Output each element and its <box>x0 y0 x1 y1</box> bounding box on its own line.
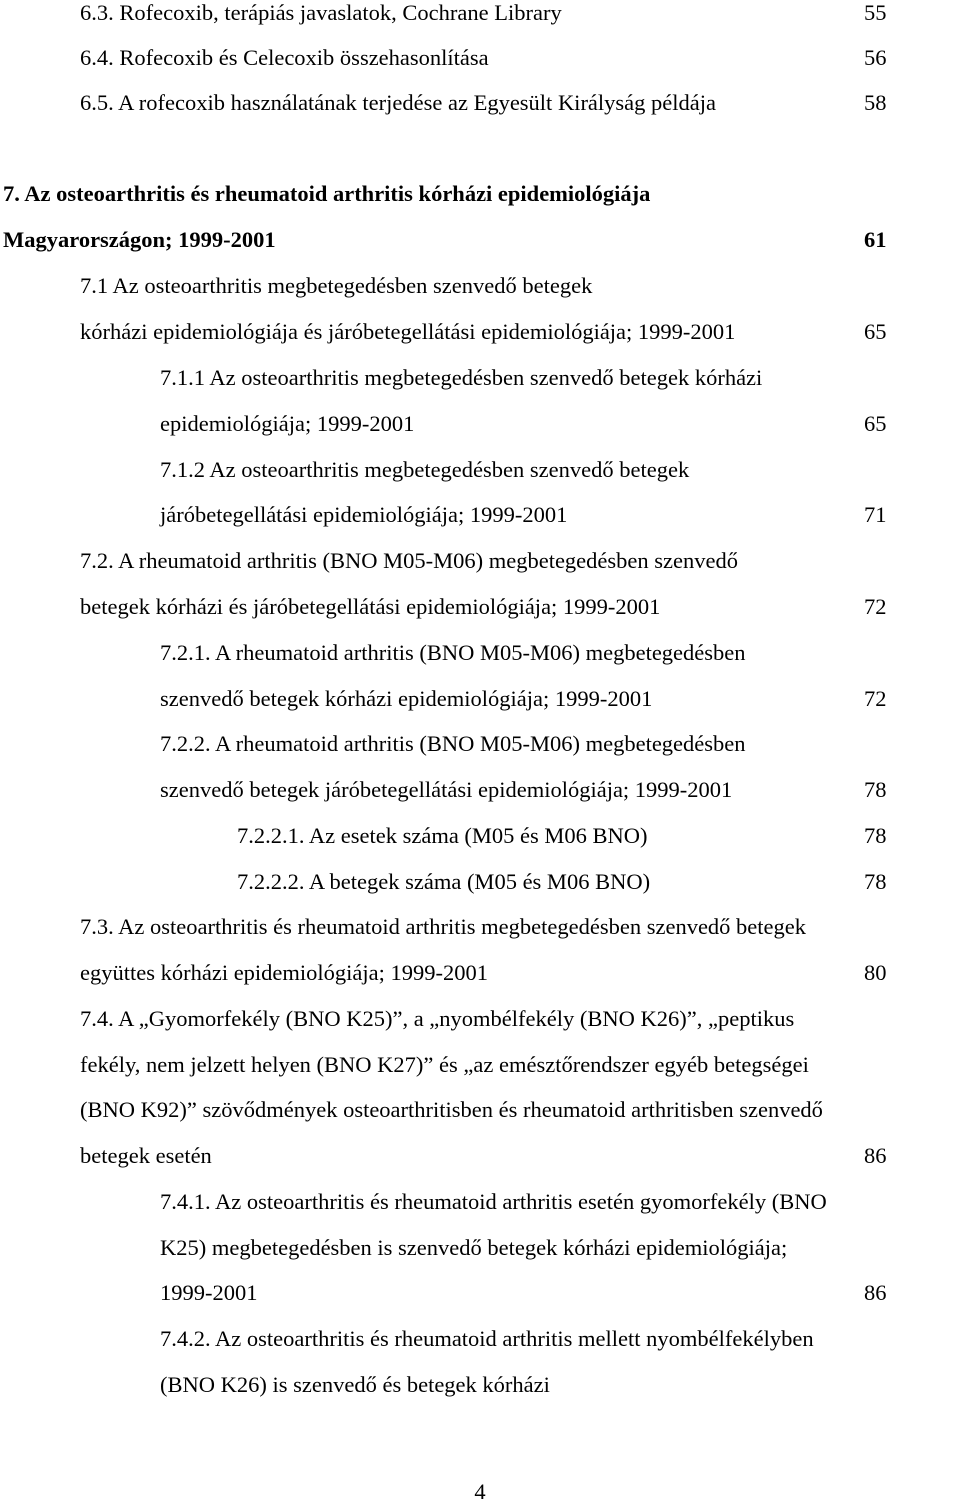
toc-entry-text: 7.3. Az osteoarthritis és rheumatoid arthritis megbetegedésben szenvedő betegek <box>80 914 807 939</box>
toc-entry-text: 7.4.1. Az osteoarthritis és rheumatoid arthritis esetén gyomorfekély (BNO <box>160 1189 827 1214</box>
toc-page-number: 72 <box>864 686 887 711</box>
toc-entry-text: betegek esetén <box>80 1143 212 1168</box>
toc-line <box>0 1087 960 1133</box>
toc-entry-text: 7.2. A rheumatoid arthritis (BNO M05-M06) megbetegedésben szenvedő <box>80 548 738 573</box>
toc-line <box>0 538 960 584</box>
toc-entry-text: együttes kórházi epidemiológiája; 1999-2001 <box>80 960 489 985</box>
toc-line <box>0 171 960 217</box>
page-number: 4 <box>474 1479 486 1504</box>
toc-line <box>0 35 960 81</box>
toc-entry-text: 7.4.2. Az osteoarthritis és rheumatoid arthritis mellett nyombélfekélyben <box>160 1326 814 1351</box>
toc-page-number: 61 <box>864 227 887 252</box>
toc-line <box>0 859 960 905</box>
toc-entry-text: szenvedő betegek kórházi epidemiológiája; 1999-2001 <box>160 686 653 711</box>
toc-page-number: 86 <box>864 1143 887 1168</box>
toc-entry-text: 7.2.2. A rheumatoid arthritis (BNO M05-M06) megbetegedésben <box>160 731 746 756</box>
toc-page-number: 80 <box>864 960 887 985</box>
toc-entry-text: Magyarországon; 1999-2001 <box>3 227 276 252</box>
toc-line <box>0 584 960 630</box>
toc-line <box>0 721 960 767</box>
toc-line <box>0 950 960 996</box>
toc-entry-text: (BNO K26) is szenvedő és betegek kórházi <box>160 1372 550 1397</box>
toc-line <box>0 1042 960 1088</box>
toc-line <box>0 447 960 493</box>
toc-line <box>0 904 960 950</box>
toc-entry-text: 1999-2001 <box>160 1280 258 1305</box>
toc-line <box>0 767 960 813</box>
toc-page-number: 78 <box>864 777 887 802</box>
toc-entry-text: betegek kórházi és járóbetegellátási epidemiológiája; 1999-2001 <box>80 594 661 619</box>
toc-line <box>0 1270 960 1316</box>
toc-entry-text: 7.2.1. A rheumatoid arthritis (BNO M05-M06) megbetegedésben <box>160 640 746 665</box>
toc-line <box>0 813 960 859</box>
toc-page-number: 65 <box>864 411 887 436</box>
toc-entry-text: 7.4. A „Gyomorfekély (BNO K25)”, a „nyombélfekély (BNO K26)”, „peptikus <box>80 1006 795 1031</box>
toc-page-number: 78 <box>864 823 887 848</box>
toc-line <box>0 217 960 263</box>
toc-entry-text: 7.2.2.2. A betegek száma (M05 és M06 BNO) <box>237 869 651 894</box>
toc-line <box>0 1316 960 1362</box>
toc-entry-text: 7.1 Az osteoarthritis megbetegedésben szenvedő betegek <box>80 273 593 298</box>
toc-entry-text: járóbetegellátási epidemiológiája; 1999-2001 <box>160 502 568 527</box>
toc-line <box>0 492 960 538</box>
toc-entry-text: fekély, nem jelzett helyen (BNO K27)” és „az emésztőrendszer egyéb betegségei <box>80 1052 809 1077</box>
toc-line <box>0 630 960 676</box>
toc-page-number: 72 <box>864 594 887 619</box>
toc-entry-text: 7. Az osteoarthritis és rheumatoid arthritis kórházi epidemiológiája <box>3 181 651 206</box>
toc-line <box>0 355 960 401</box>
toc-line <box>0 0 960 36</box>
toc-entry-text: K25) megbetegedésben is szenvedő betegek kórházi epidemiológiája; <box>160 1235 788 1260</box>
toc-entry-text: szenvedő betegek járóbetegellátási epidemiológiája; 1999-2001 <box>160 777 733 802</box>
toc-line <box>0 263 960 309</box>
toc-line <box>0 80 960 126</box>
toc-line <box>0 1225 960 1271</box>
toc-page-number: 56 <box>864 45 887 70</box>
toc-page-number: 58 <box>864 90 887 115</box>
toc-entry-text: 6.4. Rofecoxib és Celecoxib összehasonlítása <box>80 45 489 70</box>
toc-line <box>0 996 960 1042</box>
toc-line <box>0 1362 960 1408</box>
toc-entry-text: 6.5. A rofecoxib használatának terjedése az Egyesült Királyság példája <box>80 90 716 115</box>
toc-line <box>0 1179 960 1225</box>
toc-entry-text: 7.2.2.1. Az esetek száma (M05 és M06 BNO) <box>237 823 648 848</box>
toc-page-number: 71 <box>864 502 887 527</box>
toc-entry-text: 7.1.2 Az osteoarthritis megbetegedésben szenvedő betegek <box>160 457 690 482</box>
toc-line <box>0 401 960 447</box>
toc-entry-text: kórházi epidemiológiája és járóbetegellátási epidemiológiája; 1999-2001 <box>80 319 736 344</box>
toc-entry-text: epidemiológiája; 1999-2001 <box>160 411 415 436</box>
toc-page-number: 65 <box>864 319 887 344</box>
toc-entry-text: 6.3. Rofecoxib, terápiás javaslatok, Cochrane Library <box>80 0 562 25</box>
toc-entry-text: (BNO K92)” szövődmények osteoarthritisben és rheumatoid arthritisben szenvedő <box>80 1097 823 1122</box>
toc-line <box>0 676 960 722</box>
toc-page-number: 55 <box>864 0 887 25</box>
toc-page-number: 78 <box>864 869 887 894</box>
toc-line <box>0 1133 960 1179</box>
toc-entry-text: 7.1.1 Az osteoarthritis megbetegedésben szenvedő betegek kórházi <box>160 365 763 390</box>
toc-page-number: 86 <box>864 1280 887 1305</box>
toc-line <box>0 309 960 355</box>
